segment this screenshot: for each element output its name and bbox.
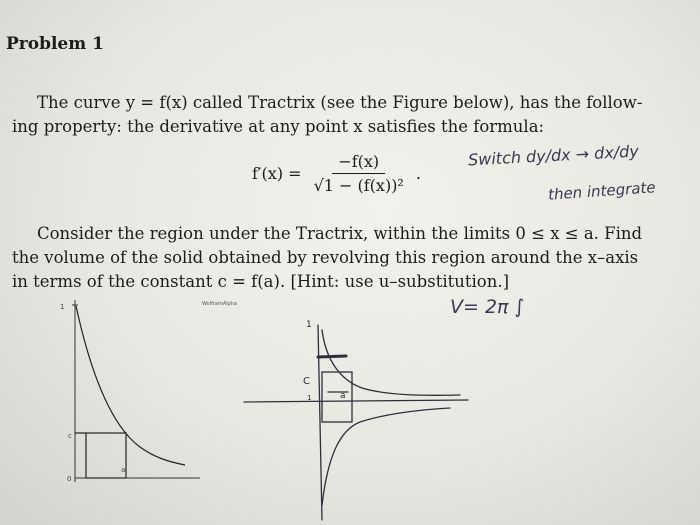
problem-title: Problem 1 [6, 34, 104, 54]
problem-statement [12, 91, 642, 139]
wolfram-watermark: WolframAlpha [202, 301, 238, 307]
question-line-2: the volume of the solid obtained by revolving this region around the x–axis [12, 248, 639, 267]
sketch-thick-mark [318, 356, 346, 357]
a-label: a [121, 466, 126, 474]
statement-line-1: The curve y = f(x) called Tractrix (see the Figure below), has the follow- [37, 93, 643, 112]
sketch-label-a: a [340, 391, 346, 401]
tractrix-curve [76, 306, 185, 465]
formula-denominator: √1 − (f(x))² [313, 176, 404, 195]
handwritten-note-switch: Switch dy/dx → dx/dy [467, 141, 640, 170]
question-line-3: in terms of the constant c = f(a). [Hint: use u–substitution.] [12, 272, 510, 291]
region-rectangle [86, 433, 126, 478]
formula-fraction [310, 152, 408, 195]
origin-label: 0 [67, 475, 72, 483]
question-statement [12, 222, 642, 294]
question-line-1: Consider the region under the Tractrix, within the limits 0 ≤ x ≤ a. Find [37, 224, 643, 243]
formula-lhs: f′(x) = [252, 164, 302, 183]
sketch-label-small: 1 [307, 394, 312, 402]
y-label-one: 1 [60, 303, 65, 311]
tractrix-figure [0, 290, 700, 525]
formula-period: . [415, 164, 421, 183]
hand-sketch [244, 320, 468, 520]
sketch-upper-curve [322, 330, 460, 395]
sketch-label-one: 1 [306, 320, 312, 330]
formula-numerator: −f(x) [332, 152, 385, 174]
printed-plot [60, 300, 200, 483]
derivative-formula [252, 152, 421, 195]
sketch-label-c: C [303, 376, 310, 387]
handwritten-volume-formula: V= 2π ∫ [450, 296, 525, 318]
statement-line-2: ing property: the derivative at any point x satisfies the formula: [12, 117, 545, 136]
c-label: c [68, 432, 72, 440]
sketch-x-axis [244, 400, 468, 402]
handwritten-note-integrate: then integrate [547, 178, 657, 204]
